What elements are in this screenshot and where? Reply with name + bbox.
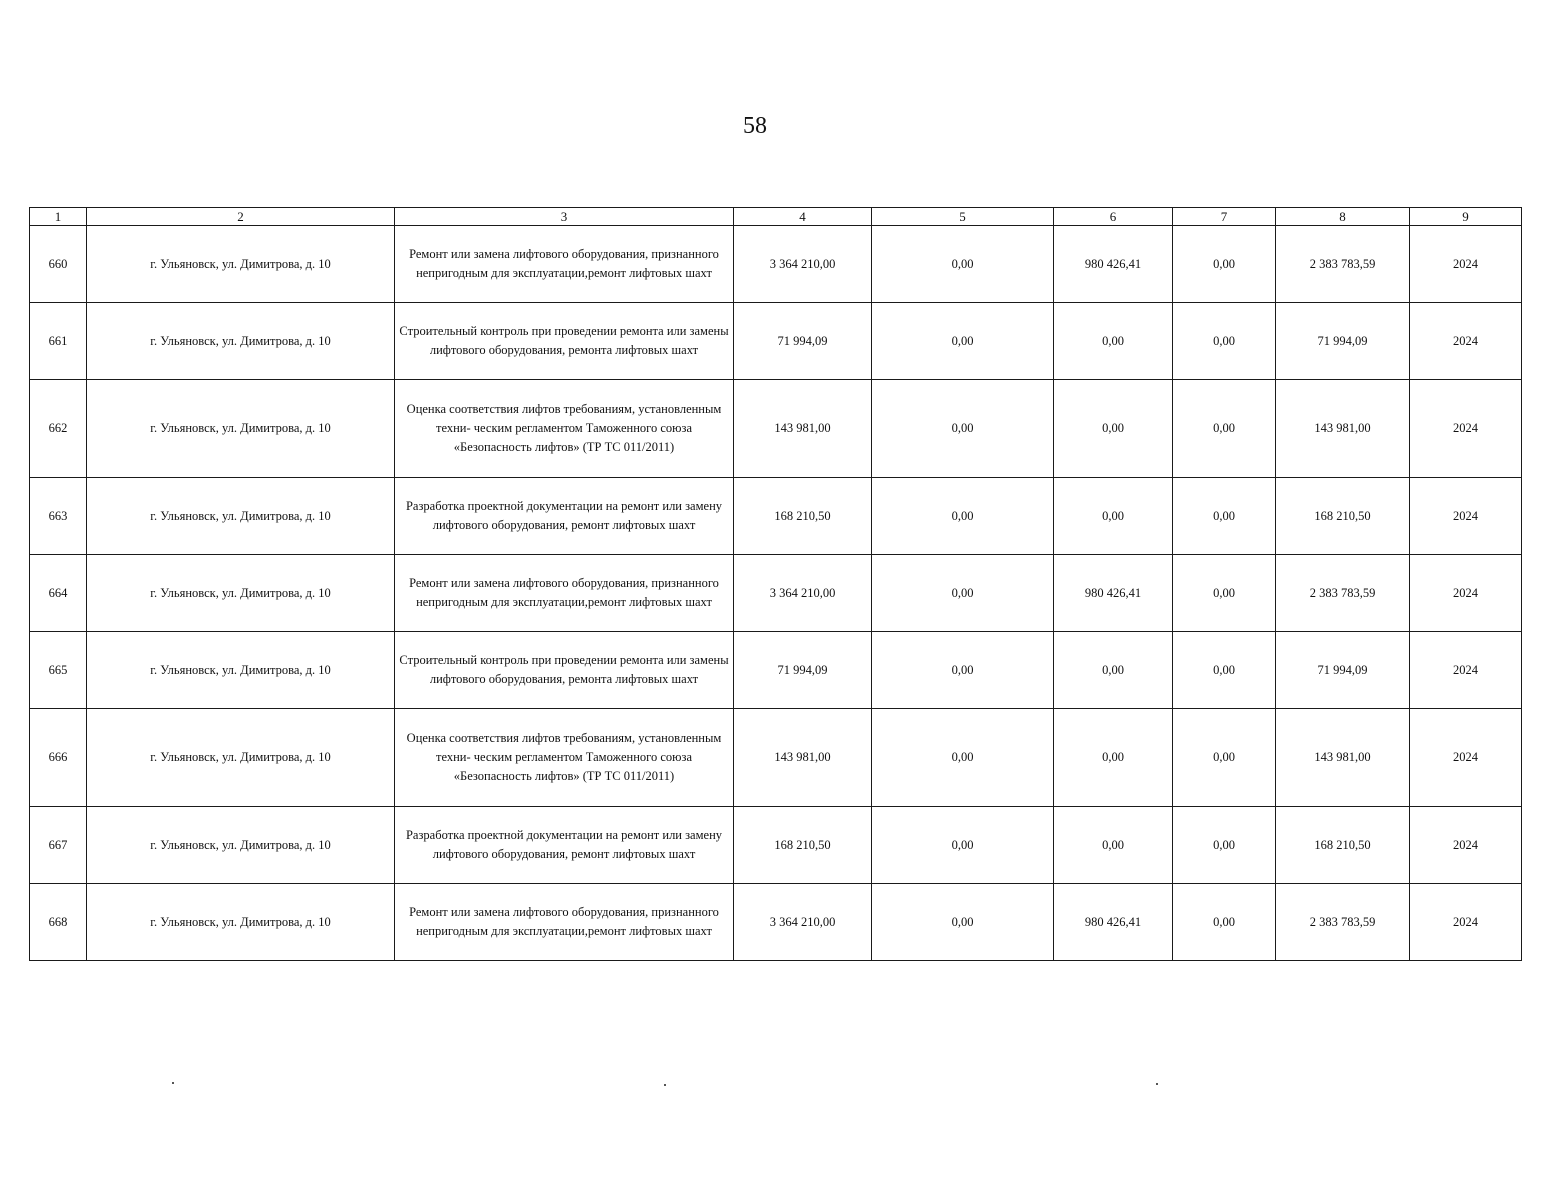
value-cell: 0,00 (872, 380, 1054, 478)
column-header: 3 (395, 208, 734, 226)
work-type-cell: Ремонт или замена лифтового оборудования, признанного непригодным для эксплуатации,ремонт лифтовых шахт (395, 226, 734, 303)
row-number: 662 (30, 380, 87, 478)
value-cell: 3 364 210,00 (734, 226, 872, 303)
column-header: 7 (1173, 208, 1276, 226)
value-cell: 0,00 (1173, 555, 1276, 632)
work-type-cell: Разработка проектной документации на ремонт или замену лифтового оборудования, ремонт лифтовых шахт (395, 807, 734, 884)
table-row (30, 884, 1522, 961)
value-cell: 168 210,50 (1276, 807, 1410, 884)
value-cell: 3 364 210,00 (734, 555, 872, 632)
value-cell: 143 981,00 (1276, 709, 1410, 807)
year-cell: 2024 (1410, 226, 1522, 303)
year-cell: 2024 (1410, 555, 1522, 632)
value-cell: 0,00 (1173, 380, 1276, 478)
row-number: 666 (30, 709, 87, 807)
work-type-cell: Строительный контроль при проведении ремонта или замены лифтового оборудования, ремонта лифтовых шахт (395, 303, 734, 380)
value-cell: 0,00 (1173, 884, 1276, 961)
address-cell: г. Ульяновск, ул. Димитрова, д. 10 (87, 632, 395, 709)
address-cell: г. Ульяновск, ул. Димитрова, д. 10 (87, 555, 395, 632)
column-header: 9 (1410, 208, 1522, 226)
table-row (30, 807, 1522, 884)
address-cell: г. Ульяновск, ул. Димитрова, д. 10 (87, 884, 395, 961)
scan-speck (664, 1084, 666, 1086)
table-row (30, 478, 1522, 555)
column-header: 5 (872, 208, 1054, 226)
address-cell: г. Ульяновск, ул. Димитрова, д. 10 (87, 226, 395, 303)
value-cell: 0,00 (1054, 380, 1173, 478)
value-cell: 143 981,00 (734, 709, 872, 807)
address-cell: г. Ульяновск, ул. Димитрова, д. 10 (87, 303, 395, 380)
value-cell: 0,00 (1054, 709, 1173, 807)
address-cell: г. Ульяновск, ул. Димитрова, д. 10 (87, 478, 395, 555)
value-cell: 2 383 783,59 (1276, 555, 1410, 632)
value-cell: 168 210,50 (1276, 478, 1410, 555)
value-cell: 0,00 (872, 709, 1054, 807)
row-number: 664 (30, 555, 87, 632)
year-cell: 2024 (1410, 632, 1522, 709)
value-cell: 0,00 (1173, 632, 1276, 709)
value-cell: 71 994,09 (734, 303, 872, 380)
value-cell: 0,00 (1173, 226, 1276, 303)
year-cell: 2024 (1410, 380, 1522, 478)
work-type-cell: Разработка проектной документации на ремонт или замену лифтового оборудования, ремонт лифтовых шахт (395, 478, 734, 555)
column-header: 2 (87, 208, 395, 226)
page-number: 58 (743, 113, 767, 139)
value-cell: 0,00 (872, 884, 1054, 961)
table-row (30, 555, 1522, 632)
work-type-cell: Строительный контроль при проведении ремонта или замены лифтового оборудования, ремонта лифтовых шахт (395, 632, 734, 709)
value-cell: 0,00 (872, 226, 1054, 303)
value-cell: 143 981,00 (734, 380, 872, 478)
value-cell: 0,00 (1173, 303, 1276, 380)
lift-repair-table (29, 207, 1522, 961)
row-number: 668 (30, 884, 87, 961)
value-cell: 0,00 (1173, 709, 1276, 807)
address-cell: г. Ульяновск, ул. Димитрова, д. 10 (87, 380, 395, 478)
scan-speck (172, 1082, 174, 1084)
value-cell: 0,00 (872, 807, 1054, 884)
table-row (30, 303, 1522, 380)
row-number: 663 (30, 478, 87, 555)
column-header: 6 (1054, 208, 1173, 226)
work-type-cell: Ремонт или замена лифтового оборудования, признанного непригодным для эксплуатации,ремонт лифтовых шахт (395, 555, 734, 632)
value-cell: 0,00 (1054, 807, 1173, 884)
column-header: 1 (30, 208, 87, 226)
table-row (30, 226, 1522, 303)
year-cell: 2024 (1410, 478, 1522, 555)
value-cell: 0,00 (1054, 303, 1173, 380)
address-cell: г. Ульяновск, ул. Димитрова, д. 10 (87, 709, 395, 807)
value-cell: 980 426,41 (1054, 884, 1173, 961)
value-cell: 71 994,09 (1276, 632, 1410, 709)
value-cell: 0,00 (872, 478, 1054, 555)
work-type-cell: Ремонт или замена лифтового оборудования, признанного непригодным для эксплуатации,ремонт лифтовых шахт (395, 884, 734, 961)
value-cell: 3 364 210,00 (734, 884, 872, 961)
row-number: 665 (30, 632, 87, 709)
row-number: 661 (30, 303, 87, 380)
year-cell: 2024 (1410, 807, 1522, 884)
value-cell: 143 981,00 (1276, 380, 1410, 478)
value-cell: 0,00 (1054, 478, 1173, 555)
value-cell: 980 426,41 (1054, 555, 1173, 632)
year-cell: 2024 (1410, 303, 1522, 380)
value-cell: 2 383 783,59 (1276, 226, 1410, 303)
work-type-cell: Оценка соответствия лифтов требованиям, установленным техни- ческим регламентом Таможенного союза «Безопасность лифтов» (ТР ТС 011/2011) (395, 709, 734, 807)
value-cell: 0,00 (872, 632, 1054, 709)
address-cell: г. Ульяновск, ул. Димитрова, д. 10 (87, 807, 395, 884)
row-number: 660 (30, 226, 87, 303)
value-cell: 0,00 (872, 303, 1054, 380)
table-row (30, 632, 1522, 709)
scan-speck (1156, 1083, 1158, 1085)
table-row (30, 380, 1522, 478)
value-cell: 0,00 (872, 555, 1054, 632)
value-cell: 2 383 783,59 (1276, 884, 1410, 961)
year-cell: 2024 (1410, 709, 1522, 807)
column-header: 4 (734, 208, 872, 226)
year-cell: 2024 (1410, 884, 1522, 961)
column-number-row (30, 208, 1522, 226)
value-cell: 71 994,09 (1276, 303, 1410, 380)
value-cell: 0,00 (1173, 807, 1276, 884)
row-number: 667 (30, 807, 87, 884)
value-cell: 0,00 (1173, 478, 1276, 555)
work-type-cell: Оценка соответствия лифтов требованиям, установленным техни- ческим регламентом Таможенного союза «Безопасность лифтов» (ТР ТС 011/2011) (395, 380, 734, 478)
column-header: 8 (1276, 208, 1410, 226)
value-cell: 168 210,50 (734, 807, 872, 884)
value-cell: 980 426,41 (1054, 226, 1173, 303)
table-row (30, 709, 1522, 807)
value-cell: 71 994,09 (734, 632, 872, 709)
value-cell: 0,00 (1054, 632, 1173, 709)
value-cell: 168 210,50 (734, 478, 872, 555)
